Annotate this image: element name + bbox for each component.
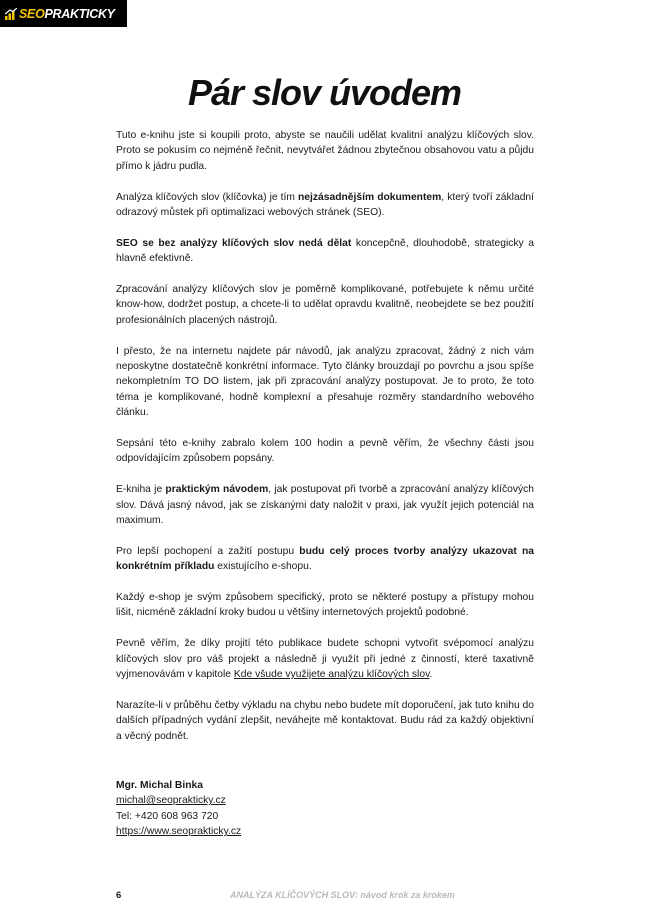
paragraph-11: Narazíte-li v průběhu četby výkladu na chybu nebo budete mít doporučení, jak tuto knihu do dalších případných vydání zlepšit, neváhejte mě kontaktovat. Budu rád za každý objektivní a věcný podnět. [116,699,534,742]
paragraph-9: Každý e-shop je svým způsobem specifický, proto se některé postupy a přístupy mohou lišit, nicméně základní kroky budou u většiny internetových projektů podobné. [116,592,534,619]
logo-text: SEOPRAKTICKY [19,6,115,21]
author-signature [116,778,241,840]
chapter-link[interactable]: Kde všude využijete analýzu klíčových slov [233,669,430,681]
paragraph-3: SEO se bez analýzy klíčových slov nedá dělat koncepčně, dlouhodobě, strategicky a hlavně efektivně. [116,237,534,265]
intro-text [116,128,534,759]
paragraph-6: Sepsání této e-knihy zabralo kolem 100 hodin a pevně věřím, že všechny části jsou odpovídajícím způsobem popsány. [116,438,534,465]
paragraph-8: Pro lepší pochopení a zažití postupu budu celý proces tvorby analýzy ukazovat na konkrétním příkladu existujícího e-shopu. [116,545,535,573]
author-email-link[interactable]: michal@seoprakticky.cz [116,795,226,807]
author-phone: Tel: +420 608 963 720 [116,810,219,822]
website-link[interactable]: https://www.seoprakticky.cz [116,826,242,838]
paragraph-1: Tuto e-knihu jste si koupili proto, abyste se naučili udělat kvalitní analýzu klíčových slov. Proto se pokusím co nejméně řečnit, nevytvářet žádnou zbytečnou obsahovou vatu a půjdu přímo k jádru pudla. [116,130,534,172]
paragraph-4: Zpracování analýzy klíčových slov je poměrně komplikované, potřebujete k němu určité know-how, dodržet postup, a chcete-li to udělat opravdu kvalitně, neobejdete se bez použití profesionálních placených nástrojů. [116,284,534,326]
seoprakticky-logo [0,0,127,27]
paragraph-2: Analýza klíčových slov (klíčovka) je tím nejzásadnějším dokumentem, který tvoří základní odrazový můstek při optimalizaci webových stránek (SEO). [116,191,535,219]
paragraph-7: E-kniha je praktickým návodem, jak postupovat při tvorbě a zpracování analýzy klíčových slov. Dává jasný návod, jak se získanými daty naložit v praxi, jak využít jejich potenciál na maximum. [116,484,534,527]
page-title: Pár slov úvodem [187,72,462,113]
author-name: Mgr. Michal Binka [116,780,203,791]
growth-bars-icon [5,8,17,20]
paragraph-5: I přesto, že na internetu najdete pár návodů, jak analýzu zpracovat, žádný z nich vám neposkytne dostatečně konkrétní informace. Tyto články brouzdají po povrchu a jsou spíše nekompletním TO DO listem, jak při zpracování analýzy postupovat. Je to proto, že toto téma je komplikované, hodně komplexní a přesahuje rozměry standardního webového článku. [116,345,534,419]
paragraph-10: Pevně věřím, že díky projití této publikace budete schopni vytvořit svépomocí analýzu klíčových slov pro váš projekt a následně ji využít při jedné z činností, které taxativně vyjmenovávám v kapitole Kde všude využijete analýzu klíčových slov. [116,638,534,681]
page-number: 6 [116,890,122,901]
footer-book-title: ANALÝZA KLÍČOVÝCH SLOV: návod krok za krokem [230,890,455,900]
